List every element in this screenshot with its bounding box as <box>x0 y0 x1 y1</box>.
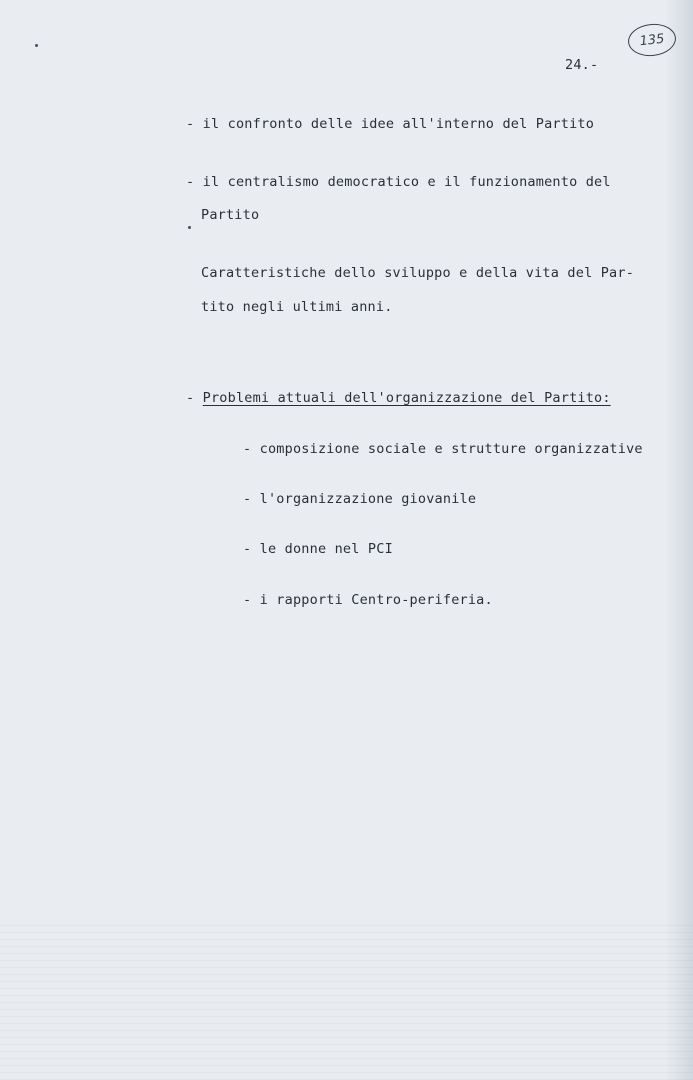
page-stamp: 135 <box>626 22 677 59</box>
page-edge-shadow <box>665 0 693 1080</box>
line-centro-periferia: - i rapporti Centro-periferia. <box>243 592 493 608</box>
line-giovanile: - l'organizzazione giovanile <box>243 491 477 507</box>
page-number: 24.- <box>565 57 599 73</box>
line-composizione: - composizione sociale e strutture organizzative <box>243 441 643 457</box>
line-confronto: - il confronto delle idee all'interno del Partito <box>186 116 595 132</box>
ink-speck <box>35 44 38 47</box>
line-problemi-dash: - <box>186 390 195 406</box>
line-centralismo: - il centralismo democratico e il funzionamento del <box>186 174 611 190</box>
line-ultimi-anni: tito negli ultimi anni. <box>201 299 393 315</box>
line-caratteristiche: Caratteristiche dello sviluppo e della vita del Par- <box>201 265 635 281</box>
line-problemi <box>186 389 611 407</box>
line-partito: Partito <box>201 207 260 223</box>
line-donne: - le donne nel PCI <box>243 541 393 557</box>
page-scan-band <box>0 925 693 1080</box>
line-problemi-heading: Problemi attuali dell'organizzazione del Partito: <box>202 390 611 406</box>
ink-speck <box>188 226 191 229</box>
